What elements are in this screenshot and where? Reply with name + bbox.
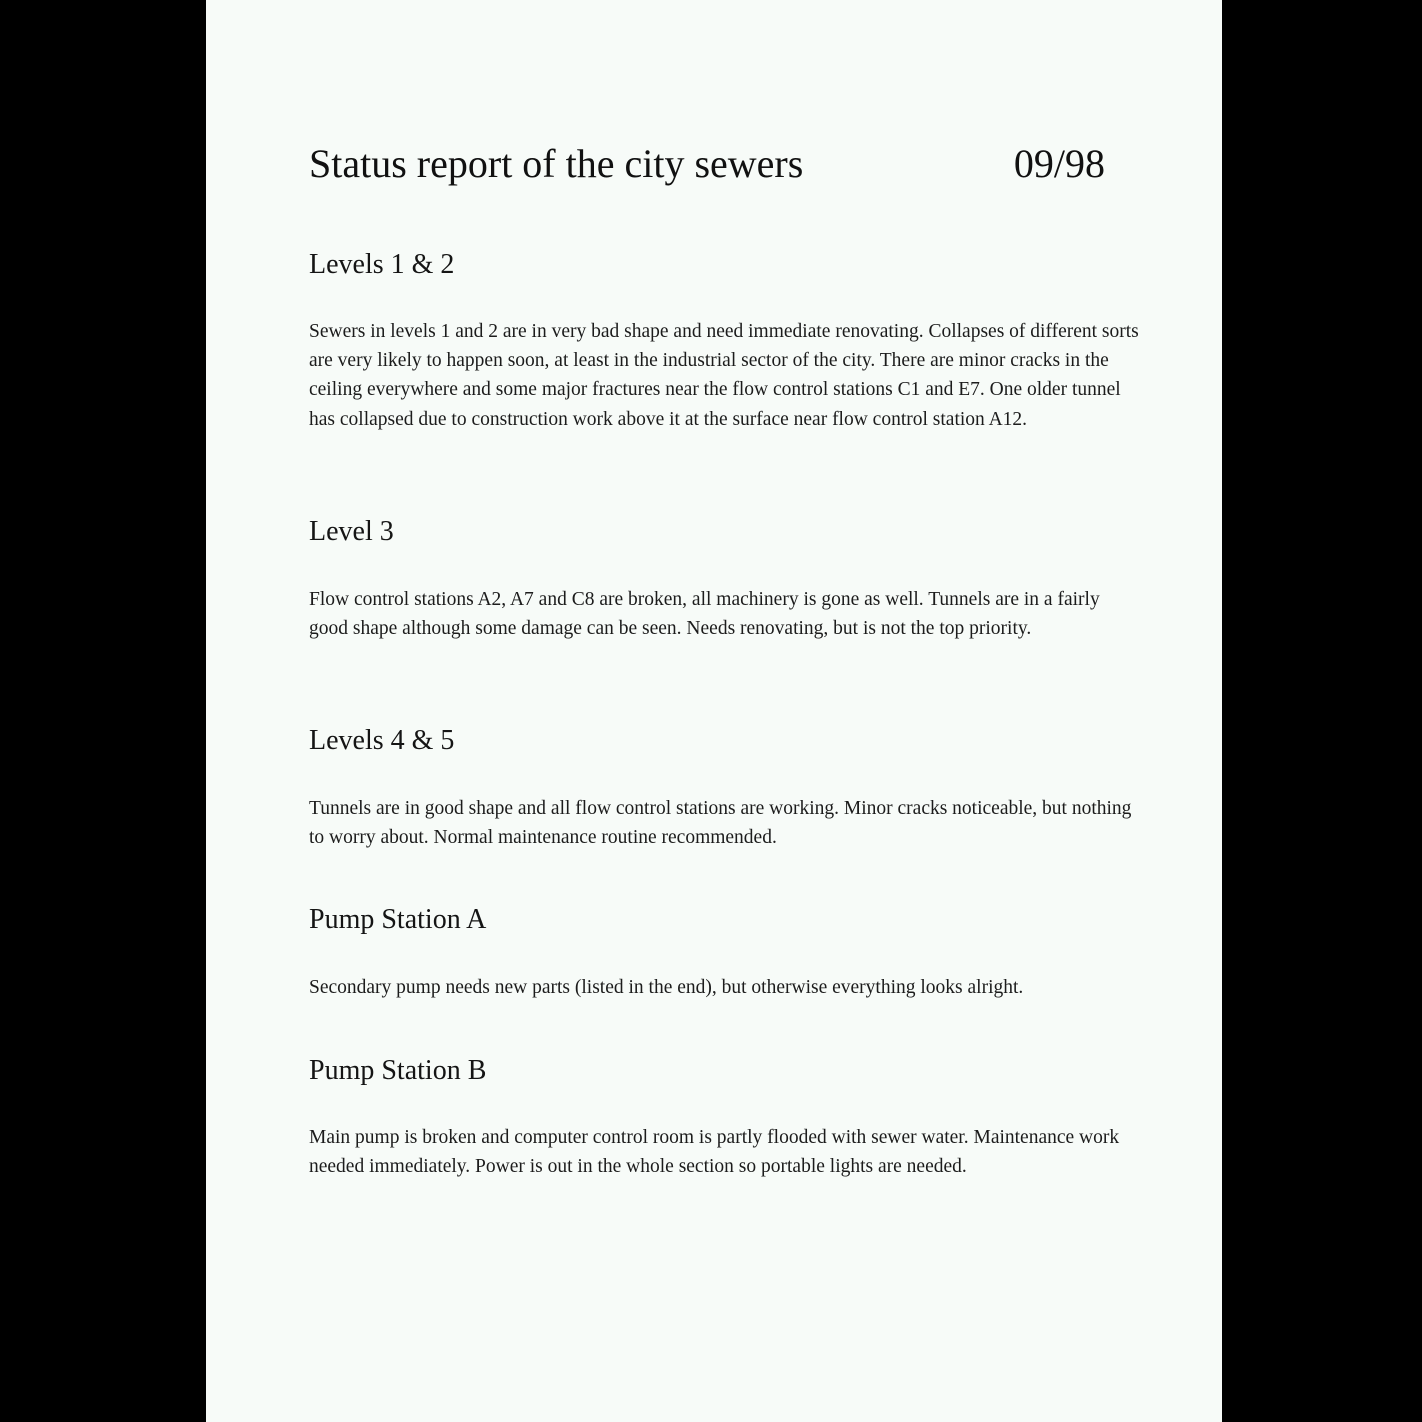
report-title-row bbox=[309, 138, 1105, 190]
report-date: 09/98 bbox=[1013, 141, 1105, 186]
section-heading-levels-4-5: Levels 4 & 5 bbox=[309, 725, 455, 756]
section-body-pump-station-a: Secondary pump needs new parts (listed in the end), but otherwise everything looks alright. bbox=[309, 977, 1024, 998]
section-heading-pump-station-b: Pump Station B bbox=[309, 1055, 487, 1086]
section-body-levels-1-2: Sewers in levels 1 and 2 are in very bad shape and need immediate renovating. Collapses of different sorts are very likely to happen soon, at least in the industrial sector of the city. There are minor cracks in the ceiling everywhere and some major fractures near the flow control stations C1 and E7. One older tunnel has collapsed due to construction work above it at the surface near flow control station A12. bbox=[309, 321, 1139, 430]
section-body-levels-4-5: Tunnels are in good shape and all flow control stations are working. Minor cracks noticeable, but nothing to worry about. Normal maintenance routine recommended. bbox=[309, 798, 1132, 849]
report-title: Status report of the city sewers bbox=[309, 141, 804, 186]
section-body-pump-station-b: Main pump is broken and computer control room is partly flooded with sewer water. Maintenance work needed immediately. Power is out in the whole section so portable lights are needed. bbox=[309, 1127, 1120, 1178]
section-heading-pump-station-a: Pump Station A bbox=[309, 904, 487, 935]
report-page bbox=[206, 0, 1222, 1422]
section-heading-level-3: Level 3 bbox=[309, 516, 394, 547]
section-body-level-3: Flow control stations A2, A7 and C8 are broken, all machinery is gone as well. Tunnels are in a fairly good shape although some damage can be seen. Needs renovating, but is not the top priority. bbox=[309, 589, 1100, 640]
section-heading-levels-1-2: Levels 1 & 2 bbox=[309, 249, 455, 280]
